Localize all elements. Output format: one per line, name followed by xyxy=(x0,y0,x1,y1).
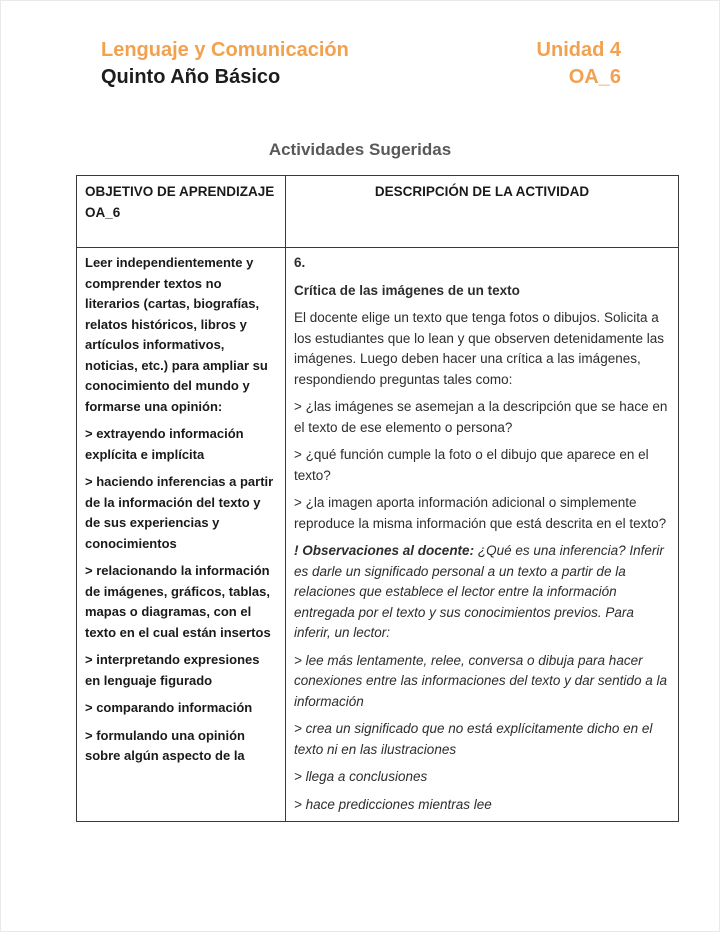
oa-code: OA_6 xyxy=(568,66,621,88)
inference-bullet: > hace predicciones mientras lee xyxy=(294,796,492,812)
observations-text: ¿Qué es una inferencia? Inferir es darle un significado personal a un texto a partir de la relaciones que establece el lector entre la información entregada por el texto y sus conocimientos previos. Para inferir, un lector: xyxy=(294,543,664,640)
subject-title: Lenguaje y Comunicación xyxy=(101,39,349,61)
table-row xyxy=(77,248,679,822)
activity-question: > ¿la imagen aporta información adicional o simplemente reproduce la misma información que está descrita en el texto? xyxy=(294,495,667,531)
objective-bullet: > haciendo inferencias a partir de la información del texto y de sus experiencias y conocimientos xyxy=(85,474,274,551)
header-right-block xyxy=(537,37,621,91)
activity-question: > ¿qué función cumple la foto o el dibujo que aparece en el texto? xyxy=(294,447,649,483)
activity-cell xyxy=(286,248,679,822)
column-header-description: DESCRIPCIÓN DE LA ACTIVIDAD xyxy=(286,176,679,248)
activity-intro: El docente elige un texto que tenga fotos o dibujos. Solicita a los estudiantes que lo lean y que observen detenidamente las imágenes. Luego deben hacer una crítica a las imágenes, respondiendo preguntas tales como: xyxy=(294,310,665,387)
objective-intro: Leer independientemente y comprender textos no literarios (cartas, biografías, relatos históricos, libros y artículos informativos, noticias, etc.) para ampliar su conocimiento del mundo y formarse una opinión: xyxy=(85,255,268,414)
activity-title: Crítica de las imágenes de un texto xyxy=(294,282,520,298)
objective-bullet: > extrayendo información explícita e implícita xyxy=(85,426,244,462)
document-header xyxy=(101,37,621,91)
page-title: Actividades Sugeridas xyxy=(268,140,452,159)
teacher-observations xyxy=(294,541,670,644)
observations-label: ! Observaciones al docente: xyxy=(294,543,475,558)
table-header-row xyxy=(77,176,679,248)
grade-level: Quinto Año Básico xyxy=(101,66,281,88)
unit-label: Unidad 4 xyxy=(536,39,621,61)
header-left-block xyxy=(101,37,349,91)
inference-bullet: > llega a conclusiones xyxy=(294,769,428,784)
activities-table xyxy=(76,175,679,822)
inference-bullet: > lee más lentamente, relee, conversa o dibuja para hacer conexiones entre las informaciones del texto y dar sentido a la información xyxy=(294,652,667,709)
objective-bullet: > relacionando la información de imágenes, gráficos, tablas, mapas o diagramas, con el texto en el cual están insertos xyxy=(85,563,271,640)
objective-cell xyxy=(77,248,286,822)
objective-bullet: > interpretando expresiones en lenguaje figurado xyxy=(85,652,260,688)
inference-bullet: > crea un significado que no está explícitamente dicho en el texto ni en las ilustraciones xyxy=(294,721,653,757)
column-header-objective: OBJETIVO DE APRENDIZAJE OA_6 xyxy=(77,176,286,248)
activity-question: > ¿las imágenes se asemejan a la descripción que se hace en el texto de ese elemento o persona? xyxy=(294,399,668,435)
objective-bullet: > comparando información xyxy=(85,700,253,715)
activity-number: 6. xyxy=(294,255,306,270)
objective-bullet: > formulando una opinión sobre algún aspecto de la xyxy=(85,727,245,763)
